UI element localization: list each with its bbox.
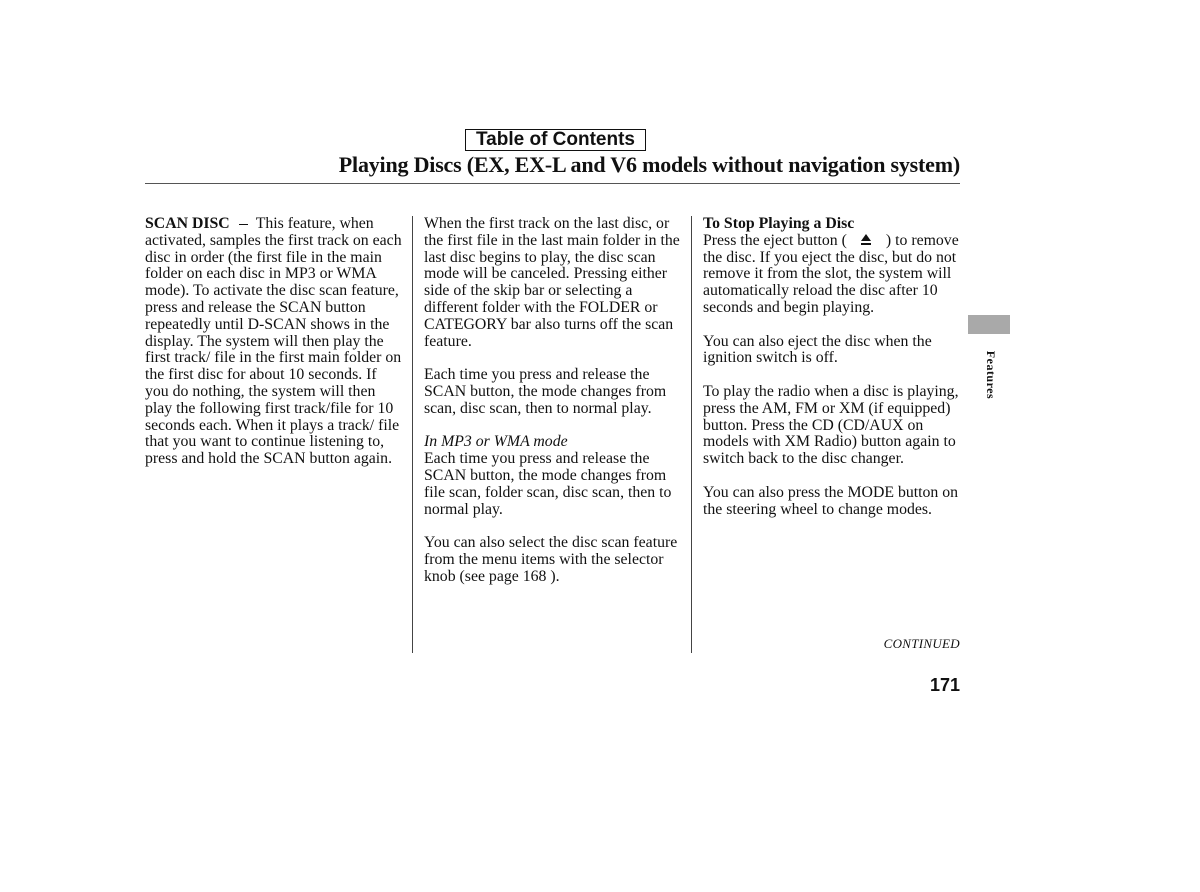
mp3-wma-subheading: In MP3 or WMA mode — [424, 433, 568, 451]
section-tab — [968, 315, 1010, 334]
em-dash — [239, 224, 248, 226]
column-1 — [145, 216, 402, 485]
section-label: Features — [984, 350, 998, 400]
column-2 — [424, 216, 682, 602]
page-title: Playing Discs (EX, EX-L and V6 models without navigation system) — [338, 152, 960, 177]
paragraph-text: ) to remove the disc. If you eject the disc, but do not remove it from the slot, the system will automatically reload the disc after 10 seconds and begin playing. — [703, 231, 959, 316]
header-divider — [145, 183, 960, 184]
paragraph — [703, 216, 965, 317]
scan-disc-lead: SCAN DISC — [145, 215, 230, 232]
column-divider-1 — [412, 216, 413, 653]
table-of-contents-link[interactable]: Table of Contents — [465, 129, 646, 151]
scan-disc-paragraph — [145, 216, 402, 468]
paragraph-text: Press the eject button ( — [703, 231, 847, 249]
paragraph: You can also select the disc scan feature from the menu items with the selector knob (see page 168 ). — [424, 534, 678, 585]
eject-icon — [860, 234, 872, 246]
column-3 — [703, 216, 965, 535]
paragraph: When the first track on the last disc, or the first file in the last main folder in the last disc begins to play, the disc scan mode will be canceled. Pressing either side of the skip bar or selecting a different folder with the FOLDER or CATEGORY bar also turns off the scan feature. — [424, 215, 680, 350]
stop-playing-heading: To Stop Playing a Disc — [703, 215, 855, 232]
paragraph: You can also eject the disc when the ignition switch is off. — [703, 332, 932, 367]
continued-label: CONTINUED — [883, 636, 960, 651]
paragraph: To play the radio when a disc is playing, press the AM, FM or XM (if equipped) button. Press the CD (CD/AUX on models with XM Radio) button again to switch back to the disc changer. — [703, 382, 959, 468]
column-divider-2 — [691, 216, 692, 653]
page-number: 171 — [929, 675, 960, 695]
paragraph — [424, 434, 682, 518]
scan-disc-text: This feature, when activated, samples the first track on each disc in order (the first file in the main folder on each disc in MP3 or WMA mode). To activate the disc scan feature, press and release the SCAN button repeatedly until D-SCAN shows in the display. The system will then play the first track/ file in the first main folder on the first disc for about 10 seconds. If you do nothing, the system will then play the following first track/file for 10 seconds each. When it plays a track/ file that you want to continue listening to, press and hold the SCAN button again. — [145, 215, 402, 468]
paragraph-text: Each time you press and release the SCAN button, the mode changes from file scan, folder scan, disc scan, then to normal play. — [424, 450, 672, 518]
paragraph: You can also press the MODE button on the steering wheel to change modes. — [703, 483, 959, 518]
paragraph: Each time you press and release the SCAN button, the mode changes from scan, disc scan, then to normal play. — [424, 366, 667, 417]
